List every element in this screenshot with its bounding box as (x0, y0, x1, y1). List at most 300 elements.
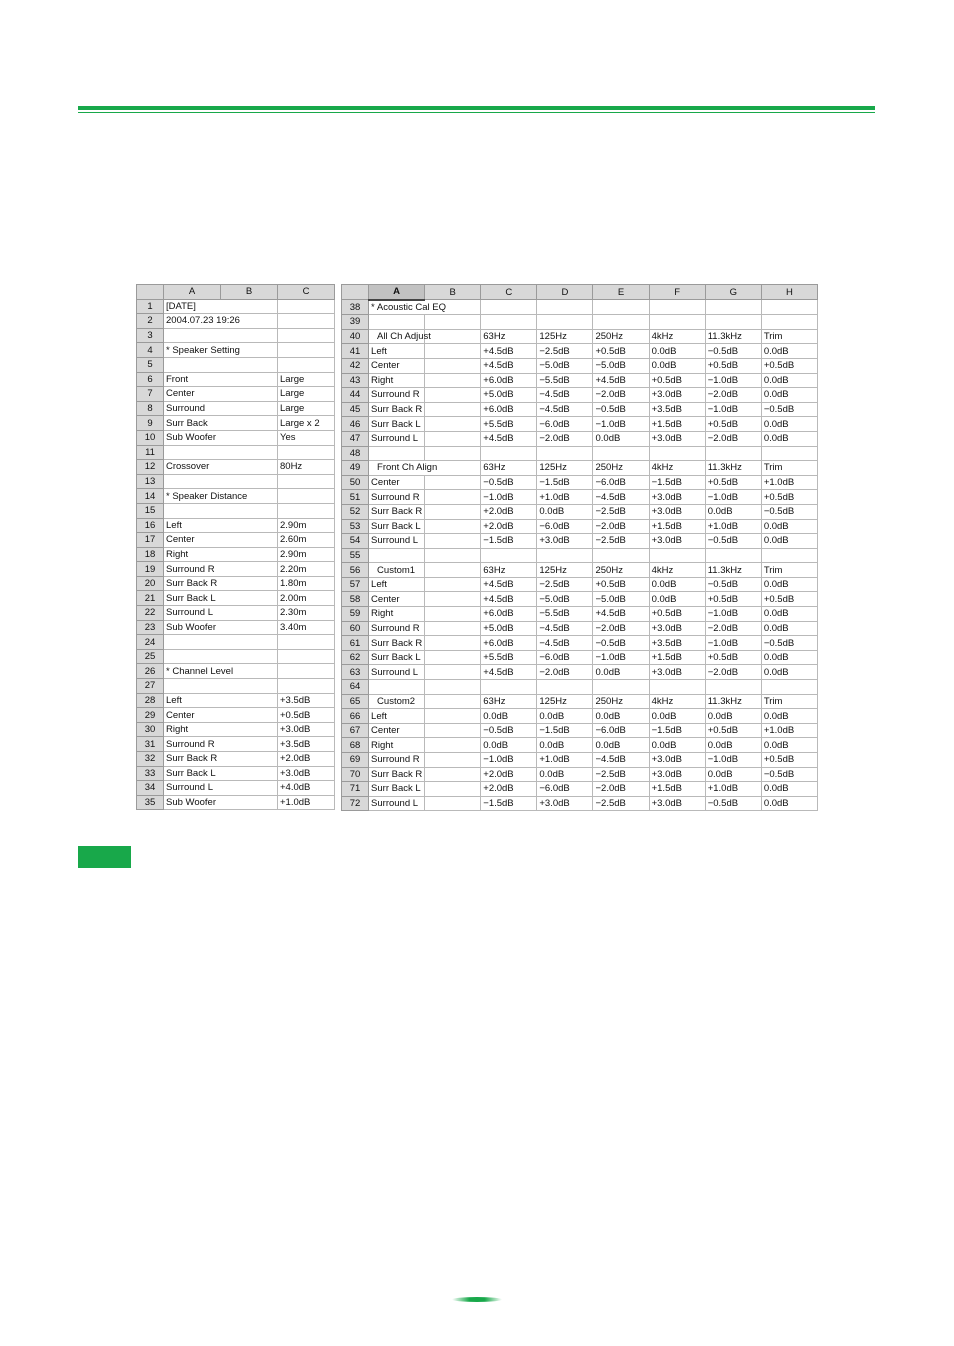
cell-c[interactable]: 2.00m (278, 591, 335, 606)
cell-g[interactable]: −1.0dB (705, 607, 761, 622)
cell-a[interactable]: * Channel Level (164, 664, 278, 679)
cell-e[interactable]: 0.0dB (593, 738, 649, 753)
cell-e[interactable]: 250Hz (593, 461, 649, 476)
column-header-e[interactable]: E (593, 285, 649, 300)
cell-a[interactable]: Surr Back L (369, 782, 425, 797)
row-header[interactable]: 40 (342, 329, 369, 344)
cell-g[interactable] (705, 446, 761, 461)
cell-d[interactable]: −4.5dB (537, 402, 593, 417)
cell-c[interactable]: +2.0dB (278, 752, 335, 767)
cell-a[interactable]: Right (369, 738, 425, 753)
row-header[interactable]: 47 (342, 431, 369, 446)
row-header[interactable]: 49 (342, 461, 369, 476)
cell-e[interactable]: −2.0dB (593, 388, 649, 403)
cell-f[interactable]: 4kHz (649, 694, 705, 709)
cell-e[interactable]: −2.5dB (593, 504, 649, 519)
cell-h[interactable] (761, 680, 817, 695)
column-header-a[interactable]: A (164, 285, 221, 300)
cell-e[interactable]: −2.0dB (593, 621, 649, 636)
cell-a[interactable]: Surround L (369, 431, 425, 446)
cell-g[interactable]: 0.0dB (705, 767, 761, 782)
cell-a[interactable]: Surround R (369, 388, 425, 403)
cell-d[interactable]: −5.0dB (537, 592, 593, 607)
cell-b[interactable] (425, 504, 481, 519)
cell-h[interactable] (761, 446, 817, 461)
cell-a[interactable]: Surr Back R (369, 504, 425, 519)
cell-f[interactable]: +3.0dB (649, 431, 705, 446)
cell-h[interactable]: 0.0dB (761, 665, 817, 680)
cell-a[interactable]: Surr Back R (164, 752, 278, 767)
cell-a[interactable]: Surround R (369, 621, 425, 636)
cell-b[interactable] (425, 665, 481, 680)
cell-g[interactable]: −1.0dB (705, 402, 761, 417)
row-header[interactable]: 10 (137, 430, 164, 445)
row-header[interactable]: 71 (342, 782, 369, 797)
cell-h[interactable]: −0.5dB (761, 767, 817, 782)
cell-c[interactable]: 0.0dB (481, 709, 537, 724)
column-header-a[interactable]: A (369, 285, 425, 300)
cell-c[interactable]: +4.0dB (278, 781, 335, 796)
cell-c[interactable] (481, 300, 537, 315)
cell-h[interactable]: 0.0dB (761, 534, 817, 549)
cell-d[interactable]: 125Hz (537, 461, 593, 476)
cell-b[interactable] (425, 592, 481, 607)
cell-c[interactable]: +4.5dB (481, 431, 537, 446)
cell-b[interactable] (425, 782, 481, 797)
row-header[interactable]: 64 (342, 680, 369, 695)
cell-f[interactable]: +3.5dB (649, 636, 705, 651)
cell-h[interactable]: 0.0dB (761, 417, 817, 432)
cell-c[interactable] (481, 680, 537, 695)
cell-b[interactable] (425, 563, 481, 578)
row-header[interactable]: 28 (137, 693, 164, 708)
cell-a[interactable]: Surr Back L (369, 650, 425, 665)
column-header-b[interactable]: B (221, 285, 278, 300)
cell-b[interactable] (425, 680, 481, 695)
cell-c[interactable]: +4.5dB (481, 592, 537, 607)
cell-d[interactable]: −5.5dB (537, 373, 593, 388)
cell-b[interactable] (425, 402, 481, 417)
row-header[interactable]: 3 (137, 328, 164, 343)
cell-a[interactable]: Center (164, 708, 278, 723)
cell-c[interactable]: +6.0dB (481, 373, 537, 388)
cell-d[interactable] (537, 680, 593, 695)
cell-b[interactable] (425, 329, 481, 344)
cell-a[interactable]: Center (164, 533, 278, 548)
row-header[interactable]: 35 (137, 795, 164, 810)
cell-d[interactable]: −6.0dB (537, 519, 593, 534)
cell-a[interactable] (164, 503, 278, 518)
cell-f[interactable]: 0.0dB (649, 577, 705, 592)
cell-c[interactable]: +4.5dB (481, 358, 537, 373)
cell-a[interactable] (164, 649, 278, 664)
cell-g[interactable]: 11.3kHz (705, 461, 761, 476)
cell-a[interactable]: Surround R (164, 737, 278, 752)
cell-e[interactable] (593, 548, 649, 563)
cell-h[interactable]: 0.0dB (761, 344, 817, 359)
row-header[interactable]: 38 (342, 300, 369, 315)
cell-d[interactable]: −6.0dB (537, 782, 593, 797)
cell-c[interactable]: −1.0dB (481, 490, 537, 505)
column-header-c[interactable]: C (278, 285, 335, 300)
row-header[interactable]: 8 (137, 401, 164, 416)
cell-a[interactable] (164, 328, 278, 343)
cell-a[interactable]: Left (369, 344, 425, 359)
cell-c[interactable]: +1.0dB (278, 795, 335, 810)
cell-e[interactable]: −2.5dB (593, 534, 649, 549)
row-header[interactable]: 43 (342, 373, 369, 388)
cell-a[interactable]: Center (369, 475, 425, 490)
cell-d[interactable]: 0.0dB (537, 767, 593, 782)
cell-c[interactable]: Large (278, 401, 335, 416)
row-header[interactable]: 51 (342, 490, 369, 505)
cell-a[interactable]: Surround R (164, 562, 278, 577)
cell-e[interactable] (593, 300, 649, 315)
cell-e[interactable]: +0.5dB (593, 344, 649, 359)
cell-a[interactable] (369, 680, 425, 695)
cell-c[interactable]: Large (278, 387, 335, 402)
cell-c[interactable]: −1.5dB (481, 796, 537, 811)
cell-b[interactable] (425, 621, 481, 636)
cell-c[interactable]: 63Hz (481, 461, 537, 476)
cell-b[interactable] (425, 344, 481, 359)
cell-c[interactable] (278, 357, 335, 372)
cell-c[interactable] (481, 548, 537, 563)
row-header[interactable]: 23 (137, 620, 164, 635)
cell-c[interactable]: +4.5dB (481, 665, 537, 680)
cell-g[interactable]: 0.0dB (705, 709, 761, 724)
cell-a[interactable]: Center (369, 723, 425, 738)
cell-a[interactable]: Surround (164, 401, 278, 416)
cell-a[interactable] (164, 679, 278, 694)
column-header-c[interactable]: C (481, 285, 537, 300)
cell-a[interactable]: Surround L (164, 606, 278, 621)
cell-b[interactable] (425, 373, 481, 388)
cell-g[interactable]: −1.0dB (705, 753, 761, 768)
cell-c[interactable]: 63Hz (481, 694, 537, 709)
cell-d[interactable]: −4.5dB (537, 621, 593, 636)
cell-c[interactable]: 2.90m (278, 547, 335, 562)
cell-c[interactable]: 2.30m (278, 606, 335, 621)
cell-b[interactable] (425, 490, 481, 505)
row-header[interactable]: 70 (342, 767, 369, 782)
cell-d[interactable]: 0.0dB (537, 504, 593, 519)
cell-b[interactable] (425, 548, 481, 563)
cell-f[interactable]: 4kHz (649, 329, 705, 344)
cell-f[interactable]: +3.0dB (649, 534, 705, 549)
cell-g[interactable]: −1.0dB (705, 636, 761, 651)
cell-d[interactable]: −2.0dB (537, 665, 593, 680)
cell-a[interactable]: 2004.07.23 19:26 (164, 314, 278, 329)
cell-d[interactable]: −6.0dB (537, 417, 593, 432)
cell-h[interactable] (761, 300, 817, 315)
cell-c[interactable]: +5.5dB (481, 417, 537, 432)
cell-a[interactable]: [DATE] (164, 299, 278, 314)
row-header[interactable]: 60 (342, 621, 369, 636)
row-header[interactable]: 59 (342, 607, 369, 622)
cell-d[interactable] (537, 446, 593, 461)
cell-g[interactable]: 11.3kHz (705, 563, 761, 578)
cell-a[interactable]: Right (369, 607, 425, 622)
row-header[interactable]: 7 (137, 387, 164, 402)
cell-c[interactable]: +6.0dB (481, 607, 537, 622)
cell-g[interactable]: +0.5dB (705, 358, 761, 373)
column-header-b[interactable]: B (425, 285, 481, 300)
cell-b[interactable] (425, 358, 481, 373)
column-header-f[interactable]: F (649, 285, 705, 300)
cell-c[interactable] (481, 315, 537, 330)
cell-a[interactable]: Right (164, 547, 278, 562)
cell-h[interactable]: 0.0dB (761, 577, 817, 592)
cell-h[interactable]: +0.5dB (761, 753, 817, 768)
cell-d[interactable]: 0.0dB (537, 738, 593, 753)
row-header[interactable]: 22 (137, 606, 164, 621)
cell-h[interactable]: Trim (761, 461, 817, 476)
cell-d[interactable]: −2.0dB (537, 431, 593, 446)
cell-f[interactable]: +3.0dB (649, 504, 705, 519)
cell-e[interactable]: −6.0dB (593, 475, 649, 490)
cell-e[interactable]: 250Hz (593, 694, 649, 709)
cell-b[interactable] (425, 315, 481, 330)
cell-c[interactable]: +5.5dB (481, 650, 537, 665)
cell-c[interactable]: −0.5dB (481, 475, 537, 490)
cell-c[interactable] (278, 503, 335, 518)
cell-g[interactable] (705, 680, 761, 695)
row-header[interactable]: 56 (342, 563, 369, 578)
cell-f[interactable]: −1.5dB (649, 475, 705, 490)
row-header[interactable]: 55 (342, 548, 369, 563)
cell-c[interactable]: +3.5dB (278, 693, 335, 708)
cell-g[interactable] (705, 548, 761, 563)
cell-f[interactable]: 0.0dB (649, 344, 705, 359)
cell-f[interactable]: +3.0dB (649, 753, 705, 768)
cell-b[interactable] (425, 446, 481, 461)
cell-c[interactable]: +3.0dB (278, 722, 335, 737)
row-header[interactable]: 34 (137, 781, 164, 796)
row-header[interactable]: 32 (137, 752, 164, 767)
cell-d[interactable]: −5.0dB (537, 358, 593, 373)
cell-c[interactable] (278, 445, 335, 460)
cell-c[interactable]: 0.0dB (481, 738, 537, 753)
cell-b[interactable] (425, 796, 481, 811)
cell-d[interactable]: −6.0dB (537, 650, 593, 665)
cell-d[interactable]: +3.0dB (537, 534, 593, 549)
cell-b[interactable] (425, 694, 481, 709)
cell-f[interactable]: +3.0dB (649, 388, 705, 403)
cell-b[interactable] (425, 475, 481, 490)
cell-a[interactable]: * Speaker Setting (164, 343, 278, 358)
cell-h[interactable]: 0.0dB (761, 650, 817, 665)
cell-f[interactable]: 0.0dB (649, 358, 705, 373)
cell-h[interactable]: +0.5dB (761, 358, 817, 373)
cell-c[interactable]: Large (278, 372, 335, 387)
cell-d[interactable] (537, 315, 593, 330)
cell-f[interactable]: +1.5dB (649, 650, 705, 665)
cell-e[interactable]: −2.5dB (593, 796, 649, 811)
cell-a[interactable]: Surr Back R (369, 636, 425, 651)
cell-g[interactable]: +0.5dB (705, 417, 761, 432)
cell-c[interactable]: Large x 2 (278, 416, 335, 431)
cell-a[interactable] (164, 357, 278, 372)
cell-h[interactable]: 0.0dB (761, 373, 817, 388)
row-header[interactable]: 1 (137, 299, 164, 314)
cell-f[interactable]: 4kHz (649, 461, 705, 476)
cell-f[interactable]: 0.0dB (649, 592, 705, 607)
cell-g[interactable] (705, 315, 761, 330)
cell-c[interactable]: +2.0dB (481, 504, 537, 519)
cell-b[interactable] (425, 388, 481, 403)
cell-b[interactable] (425, 753, 481, 768)
cell-f[interactable]: 0.0dB (649, 738, 705, 753)
cell-e[interactable]: 0.0dB (593, 665, 649, 680)
row-header[interactable]: 25 (137, 649, 164, 664)
cell-b[interactable] (425, 738, 481, 753)
cell-d[interactable]: 125Hz (537, 329, 593, 344)
cell-a[interactable]: Surr Back (164, 416, 278, 431)
row-header[interactable]: 58 (342, 592, 369, 607)
cell-e[interactable] (593, 680, 649, 695)
cell-a[interactable]: Front Ch Align (369, 461, 481, 476)
cell-a[interactable] (164, 635, 278, 650)
cell-a[interactable]: Custom1 (369, 563, 425, 578)
cell-h[interactable]: 0.0dB (761, 709, 817, 724)
cell-e[interactable]: −2.5dB (593, 767, 649, 782)
row-header[interactable]: 50 (342, 475, 369, 490)
cell-c[interactable]: 2.60m (278, 533, 335, 548)
cell-e[interactable]: 0.0dB (593, 709, 649, 724)
row-header[interactable]: 16 (137, 518, 164, 533)
cell-h[interactable]: 0.0dB (761, 519, 817, 534)
cell-e[interactable]: 0.0dB (593, 431, 649, 446)
row-header[interactable]: 11 (137, 445, 164, 460)
cell-a[interactable]: Center (369, 592, 425, 607)
row-header[interactable]: 72 (342, 796, 369, 811)
cell-f[interactable]: +3.0dB (649, 490, 705, 505)
row-header[interactable]: 48 (342, 446, 369, 461)
cell-e[interactable] (593, 446, 649, 461)
cell-d[interactable]: +1.0dB (537, 753, 593, 768)
cell-c[interactable]: +5.0dB (481, 621, 537, 636)
cell-a[interactable]: Surr Back R (369, 767, 425, 782)
cell-h[interactable]: −0.5dB (761, 504, 817, 519)
cell-e[interactable] (593, 315, 649, 330)
cell-e[interactable]: +4.5dB (593, 373, 649, 388)
cell-f[interactable]: +3.5dB (649, 402, 705, 417)
cell-d[interactable]: −1.5dB (537, 723, 593, 738)
cell-h[interactable]: Trim (761, 329, 817, 344)
cell-h[interactable]: +1.0dB (761, 475, 817, 490)
cell-f[interactable] (649, 446, 705, 461)
row-header[interactable]: 18 (137, 547, 164, 562)
cell-c[interactable]: +2.0dB (481, 782, 537, 797)
cell-h[interactable]: 0.0dB (761, 607, 817, 622)
cell-b[interactable] (425, 650, 481, 665)
row-header[interactable]: 67 (342, 723, 369, 738)
cell-a[interactable]: Sub Woofer (164, 795, 278, 810)
cell-h[interactable]: 0.0dB (761, 738, 817, 753)
cell-c[interactable]: −1.0dB (481, 753, 537, 768)
cell-a[interactable]: Center (369, 358, 425, 373)
row-header[interactable]: 54 (342, 534, 369, 549)
cell-a[interactable]: * Speaker Distance (164, 489, 278, 504)
cell-f[interactable]: +3.0dB (649, 796, 705, 811)
cell-a[interactable]: Sub Woofer (164, 430, 278, 445)
cell-f[interactable]: +1.5dB (649, 782, 705, 797)
row-header[interactable]: 4 (137, 343, 164, 358)
row-header[interactable]: 9 (137, 416, 164, 431)
cell-g[interactable]: +1.0dB (705, 519, 761, 534)
row-header[interactable]: 53 (342, 519, 369, 534)
cell-a[interactable]: Left (164, 693, 278, 708)
cell-g[interactable]: 11.3kHz (705, 329, 761, 344)
cell-d[interactable]: +1.0dB (537, 490, 593, 505)
cell-e[interactable]: −4.5dB (593, 490, 649, 505)
cell-h[interactable]: Trim (761, 694, 817, 709)
cell-c[interactable]: 63Hz (481, 563, 537, 578)
cell-c[interactable] (278, 679, 335, 694)
cell-e[interactable]: −4.5dB (593, 753, 649, 768)
cell-c[interactable]: 2.20m (278, 562, 335, 577)
cell-e[interactable]: −6.0dB (593, 723, 649, 738)
cell-a[interactable]: Right (164, 722, 278, 737)
cell-d[interactable] (537, 300, 593, 315)
row-header[interactable]: 41 (342, 344, 369, 359)
cell-e[interactable]: −5.0dB (593, 592, 649, 607)
cell-g[interactable]: +0.5dB (705, 475, 761, 490)
cell-h[interactable]: 0.0dB (761, 388, 817, 403)
cell-a[interactable]: All Ch Adjust (369, 329, 425, 344)
row-header[interactable]: 14 (137, 489, 164, 504)
row-header[interactable]: 2 (137, 314, 164, 329)
row-header[interactable]: 29 (137, 708, 164, 723)
cell-a[interactable]: Surr Back L (369, 519, 425, 534)
cell-d[interactable]: +3.0dB (537, 796, 593, 811)
cell-c[interactable] (278, 314, 335, 329)
column-header-h[interactable]: H (761, 285, 817, 300)
cell-c[interactable] (278, 664, 335, 679)
cell-b[interactable] (425, 534, 481, 549)
cell-g[interactable]: 0.0dB (705, 504, 761, 519)
cell-a[interactable]: Left (369, 577, 425, 592)
cell-a[interactable]: Surround L (369, 796, 425, 811)
row-header[interactable]: 68 (342, 738, 369, 753)
row-header[interactable]: 57 (342, 577, 369, 592)
cell-d[interactable]: −1.5dB (537, 475, 593, 490)
row-header[interactable]: 5 (137, 357, 164, 372)
row-header[interactable]: 33 (137, 766, 164, 781)
cell-d[interactable]: −4.5dB (537, 636, 593, 651)
cell-e[interactable]: −2.0dB (593, 782, 649, 797)
cell-a[interactable] (164, 445, 278, 460)
cell-b[interactable] (425, 417, 481, 432)
cell-c[interactable]: +3.0dB (278, 766, 335, 781)
cell-a[interactable] (164, 474, 278, 489)
cell-g[interactable]: −2.0dB (705, 431, 761, 446)
row-header[interactable]: 12 (137, 460, 164, 475)
cell-f[interactable]: +1.5dB (649, 417, 705, 432)
cell-f[interactable]: −1.5dB (649, 723, 705, 738)
cell-c[interactable]: −0.5dB (481, 723, 537, 738)
cell-a[interactable] (369, 315, 425, 330)
cell-d[interactable]: 125Hz (537, 563, 593, 578)
cell-c[interactable] (278, 343, 335, 358)
row-header[interactable]: 44 (342, 388, 369, 403)
cell-h[interactable]: +1.0dB (761, 723, 817, 738)
column-header-g[interactable]: G (705, 285, 761, 300)
row-header[interactable]: 42 (342, 358, 369, 373)
cell-a[interactable]: Surr Back L (369, 417, 425, 432)
cell-f[interactable]: +3.0dB (649, 665, 705, 680)
